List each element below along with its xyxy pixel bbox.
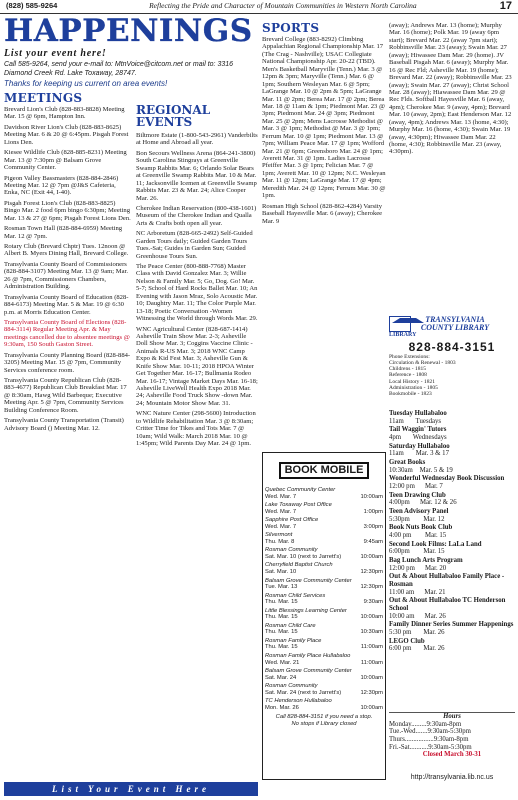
meeting-item: Transylvania County Board of Commissioners (828-884-3107) Meeting Mar. 13 @ 9am; Mar. 26 @ 7pm, Commissioners Chambers, Administration Building.: [4, 260, 129, 291]
stop-date: Wed. Mar. 7: [265, 523, 297, 530]
schedule-time: 12:00 pm Mar. 7: [389, 483, 443, 491]
stop-date: Wed. Mar. 7: [265, 508, 297, 515]
schedule-item: [389, 638, 515, 653]
stop-location: Rosman Community: [265, 547, 318, 554]
stop-date: Thu. Mar. 15: [265, 614, 298, 621]
ext-item: Circulation & Renewal - 1803: [389, 360, 456, 367]
meeting-item: Brevard Lion's Club (828-883-8828) Meeting Mar. 15 @ 6pm, Hampton Inn.: [4, 106, 125, 121]
schedule-title: Out & About Hullabaloo TC Henderson School: [389, 597, 506, 613]
schedule-title: Saturday Hullabaloo: [389, 442, 450, 450]
stop-date: Thu. Mar. 15: [265, 629, 298, 636]
stop-row: [265, 554, 383, 561]
schedule-time: 11:00 am Mar. 21: [389, 588, 446, 596]
stop-location: Sapphire Post Office: [265, 517, 319, 524]
hours-item: Monday.........9:30am-8pm: [389, 720, 462, 728]
sports-text: Brevard College (883-8292) Climbing Appalachian Regional Championship Mar. 17 (The Crag - Nashville); USAC Collegiate National Championship Apr. 20-22 (TBD). Men's Basketball Maryville (Tenn.) Mar. 3 @ 12pm & 3pm; Maryville (Tenn.) Mar. 6 @ 1pm; Southern Wesleyan Mar. 6 @ 5pm; LaGrange Mar. 10 @ 2pm & 5pm; LaGrange Mar. 11 @ 2pm; Berea Mar. 17 @ 2pm; Berea Mar. 18 @ 11am & 1pm; Piedmont Mar. 23 @ 3pm; Piedmont Mar. 24 @ 3pm; Piedmont Mar. 25 @ 2pm; Mens Lacrosse Methodist @ Mar. 3 @ 1pm; Methodist @ Mar. 3 @ 1pm; Ferrum Mar. 10 @ 1pm; Piedmont Mar. 13 @ 7pm; William Peace Mar. 17 @ 1pm; Wofford Mar. 21 @ 6pm; Greensboro Mar. 24 @ 1pm; Averett Mar. 31 @ 1pm. Ladies Lacrosse Pfeiffer Mar. 3 @ 1pm; Felician Mar. 7 @ 1pm; Averett Mar. 10 @ 12pm; N.C. Wesleyan Mar. 11 @ 12pm; LaGrange Mar. 17 @ 4pm; Meredith Mar. 24 @ 12pm; Ferrum Mar. 30 @ 1pm.: [262, 36, 386, 200]
regional-item: NC Arboretum (828-665-2492) Self-Guided Garden Tours daily; Guided Garden Tours Tues.-Sat; Guides in Garden Sun; Guided Greenhouse Tours Sun.: [136, 230, 253, 260]
contact-info: Call 585-9264, send your e-mail to: MtnVoice@citcom.net or mail to: 3316 Diamond Creek Rd. Lake Toxaway, 28747.: [4, 61, 234, 77]
stop-time: 10:00am: [360, 493, 383, 500]
stop-location: Rosman Child Care: [265, 622, 316, 629]
ext-item: Administration - 1805: [389, 384, 438, 391]
schedule-time: 4:00pm Mar. 12 & 26: [389, 499, 457, 507]
schedule-time: 4pm Wednesdays: [389, 434, 447, 442]
stop-time: 12:30pm: [360, 689, 383, 696]
regional-item: Biltmore Estate (1-800-543-2961) Vanderbilts at Home and Abroad all year.: [136, 132, 258, 147]
meeting-item: Transylvania County Board of Elections (828-884-3114) Regular Meeting Apr. & May meetings cancelled due to absentee meetings @ 9:30am, 150 South Gaston Street.: [4, 318, 130, 349]
stop-location: Rosman Community: [265, 683, 318, 690]
stop-row: [265, 660, 383, 667]
stop-location: Little Blessings Learning Center: [265, 607, 347, 614]
header-phone: (828) 585-9264: [6, 1, 58, 11]
schedule-item: [389, 524, 515, 539]
library-box: [389, 316, 515, 412]
library-schedule: [389, 410, 515, 750]
schedule-item: [389, 426, 515, 441]
schedule-title: Tuesday Hullabaloo: [389, 410, 447, 417]
rosman-sports: Rosman High School (828-862-4284) Varsity Baseball Hayesville Mar. 6 (away); Cherokee Mar. 9: [262, 202, 383, 225]
schedule-title: Bag Lunch Arts Program: [389, 557, 463, 565]
hours-item: Tue.-Wed.......9:30am-5:30pm: [389, 728, 471, 736]
stop-location: TC Henderson Hullabaloo: [265, 698, 332, 705]
schedule-time: 12:00 pm Mar. 20: [389, 564, 447, 572]
sports-column: [262, 22, 386, 452]
meeting-item: Pigeon Valley Bassmasters (828-884-2846) Meeting Mar. 12 @ 7pm @J&S Cafeteria, Enka, NC (Exit 44, I-40).: [4, 174, 119, 197]
schedule-title: LEGO Club: [389, 637, 425, 645]
stop-time: 10:30am: [360, 629, 383, 636]
stop-time: 10:00am: [360, 553, 383, 560]
schedule-title: Tail Waggin' Tutors: [389, 426, 447, 434]
hours-list: [389, 721, 515, 752]
meetings-heading: MEETINGS: [4, 92, 83, 105]
schedule-item: [389, 541, 515, 556]
ext-item: Reference - 1808: [389, 372, 427, 379]
stop-location: Balsam Grove Community Center: [265, 668, 352, 675]
stop-date: Wed. Mar. 21: [265, 659, 300, 666]
stop-row: [265, 705, 383, 712]
bookmobile-title: BOOK MOBILE: [279, 462, 370, 479]
stop-date: Sat. Mar. 24: [265, 674, 297, 681]
regional-item: The Peace Center (800-888-7768) Master Class with David Gonzalez Mar. 3; Willie Nelson & Family Mar. 5; Go, Dog. Go! Mar. 5-7; School of Hard Rocks Ballet Mar. 10; An Evening with Jason Mraz, Solo Acoustic Mar. 10; Daughtry Mar. 11; The Color Purple Mar. 13-18; Poetic Conversation -Women Witnessing the World through Words Mar. 29.: [136, 263, 258, 323]
stop-date: Tue. Mar. 13: [265, 584, 298, 591]
library-name: TRANSYLVANIA COUNTY LIBRARY: [420, 315, 490, 332]
sports-continued: [389, 22, 515, 314]
meeting-item: Transylvania County Transportation (Transit) Advisory Board () Meeting Mar. 12.: [4, 417, 124, 432]
meeting-item: Rotary Club (Brevard Chptr) Tues. 12noon @ Albert B. Myers Dining Hall, Brevard College.: [4, 243, 129, 258]
stop-location: Rosman Family Place Hullabaloo: [265, 653, 351, 660]
schedule-title: Teen Drawing Club: [389, 491, 446, 499]
stop-location: Silvermont: [265, 532, 293, 539]
schedule-time: 10:30am Mar. 5 & 19: [389, 466, 453, 474]
regional-column: [136, 132, 258, 780]
schedule-item: [389, 621, 515, 636]
schedule-item: [389, 410, 515, 425]
stop-time: 9:30am: [363, 599, 383, 606]
schedule-title: Second Look Films: LaLa Land: [389, 540, 482, 548]
stop-time: 10:00am: [360, 674, 383, 681]
stop-time: 11:00am: [360, 644, 383, 651]
schedule-time: 5:30pm Mar. 12: [389, 515, 445, 523]
stop-date: Mon. Mar. 26: [265, 704, 299, 711]
library-building-icon: [389, 316, 411, 332]
stop-time: 9:45am: [363, 538, 383, 545]
happenings-subtitle: List your event here!: [4, 48, 107, 59]
bookmobile-stops: [265, 487, 383, 711]
library-url[interactable]: http://transylvania.lib.nc.us: [410, 774, 494, 781]
schedule-title: Family Dinner Series Summer Happenings: [389, 621, 514, 629]
schedule-title: Wonderful Wednesday Book Discussion: [389, 475, 505, 483]
schedule-title: Great Books: [389, 459, 426, 467]
stop-row: [265, 629, 383, 636]
schedule-time: 6:00 pm Mar. 26: [389, 645, 445, 653]
regional-item: WNC Nature Center (298-5600) Introduction to Wildlife Rehabilitation Mar. 3 @ 8:30am; Critter Time for Tikes and Tots Mar. 7 @ 10am; Wild Walk: March 2018 Mar. 10 @ 1:45pm; Wild Parents Day Mar. 24 @ 1pm.: [136, 410, 256, 448]
stop-date: Thu. Mar. 15: [265, 599, 298, 606]
stop-row: [265, 509, 383, 516]
bookmobile-call: Call 828-884-3151 if you need a stop.: [275, 714, 373, 721]
stop-date: Thu. Mar. 15: [265, 644, 298, 651]
regional-item: Bon Secours Wellness Arena (864-241-3800) South Carolina Stingrays at Greenville Swamp Rabbits Mar. 6; Orlando Solar Bears at Greenville Swamp Rabbits Mar. 10 & Mar. 11; Jacksonville Icemen at Greenville Swamp Rabbits Mar. 23 & Mar. 24; Alice Cooper Mar. 26.: [136, 149, 257, 202]
bookmobile-box: [262, 452, 386, 780]
stop-location: Quebec Community Center: [265, 487, 336, 493]
stop-date: Wed. Mar. 7: [265, 493, 297, 500]
schedule-title: Teen Advisory Panel: [389, 508, 449, 516]
schedule-time: 5:30 pm Mar. 26: [389, 629, 445, 637]
stop-row: [265, 584, 383, 591]
schedule-title: Book Nuts Book Club: [389, 524, 453, 532]
ext-item: Bookmobile - 1823: [389, 390, 432, 397]
ext-item: Local History - 1821: [389, 378, 435, 385]
schedule-time: 11am Mar. 3 & 17: [389, 450, 449, 458]
happenings-banner: [4, 13, 258, 92]
stop-row: [265, 524, 383, 531]
stop-row: [265, 644, 383, 651]
schedule-item: [389, 459, 515, 474]
schedule-time: 11am Tuesdays: [389, 417, 442, 425]
meeting-item: Transylvania County Board of Education (828-884-6173) Meeting Mar. 5 & Mar. 19 @ 6:30 p.m. at Morris Education Center.: [4, 293, 129, 316]
stop-date: Sat. Mar. 10 (next to Jarrett's): [265, 553, 342, 560]
closed-notice: Closed March 30-31: [422, 751, 482, 759]
library-logo-text: LIBRARY: [389, 332, 417, 338]
page-number: 17: [499, 0, 512, 13]
stop-row: [265, 494, 383, 501]
hours-title: Hours: [443, 713, 461, 720]
stop-time: 12:30pm: [360, 584, 383, 591]
meetings-list: [4, 106, 132, 432]
list-event-bar: List Your Event Here: [4, 782, 258, 796]
stop-time: 10:00am: [360, 614, 383, 621]
ext-item: Childrens - 1815: [389, 366, 426, 373]
bookmobile-header: [265, 455, 383, 485]
library-phone: 828-884-3151: [408, 339, 496, 354]
schedule-list: [389, 410, 515, 653]
regional-list: [136, 132, 258, 448]
meeting-item: Pisgah Forest Lion's Club (828-883-8825) Bingo Mar. 2 food 6pm bingo 6:30pm; Meeting Mar. 13 & 27 @ 6pm; Pisgah Forest Lions Den.: [4, 199, 131, 222]
schedule-item: [389, 492, 515, 507]
happenings-title: HAPPENINGS: [4, 13, 253, 49]
stop-time: 10:00am: [360, 704, 383, 711]
schedule-title: Out & About Hullabaloo Family Place - Rosman: [389, 573, 505, 589]
header-tagline: Reflecting the Pride and Character of Mountain Communities in Western North Carolina: [149, 1, 417, 11]
meeting-item: Transylvania County Republican Club (828-883-4677) Republican Club Breakfast Mar. 17 @ 8:30am, Hawg Wild Barbeque; Executive Meeting Apr. 5 @ 7pm, Community Services Building Conference Room.: [4, 377, 127, 414]
meeting-item: Davidson River Lion's Club (828-883-8625) Meeting Mar. 6 & 20 @ 6:45pm. Pisgah Forest Lions Den.: [4, 123, 129, 146]
schedule-item: [389, 557, 515, 572]
bookmobile-footer: [265, 714, 383, 727]
schedule-time: 4:00 pm Mar. 15: [389, 532, 447, 540]
stop-row: [265, 690, 383, 697]
stop-location: Rosman Child Services: [265, 592, 326, 599]
stop-time: 1:00pm: [363, 508, 383, 515]
library-ext-title: Phone Extensions:: [389, 354, 430, 361]
schedule-item: [389, 573, 515, 596]
schedule-item: [389, 443, 515, 458]
schedule-item: [389, 597, 515, 620]
stop-row: [265, 539, 383, 546]
stop-date: Sat. Mar. 24 (next to Jarrett's): [265, 689, 342, 696]
schedule-item: [389, 475, 515, 490]
library-ext-list: [389, 360, 515, 396]
library-contact: [389, 774, 515, 782]
stop-date: Thu. Mar. 8: [265, 538, 295, 545]
sports-continued-text: (away); Andrews Mar. 13 (home); Murphy Mar. 16 (home); Polk Mar. 19 (away 6pm start); Brevard Mar. 22 (away 7pm start); Robbinsville Mar. 23 (away); Swain Mar. 27 (away); Hiwassee Dam Mar. 29 (home). JV Baseball Pisgah Mar. 6 (away); Murphy Mar. 16 @ Rec Fld; Asheville Mar. 19 (home); Brevard Mar. 22 (away); Robbinsville Mar. 23 (away); Swain Mar. 27 (away); Christ School Mar. 28 (away); Hiawassee Dam Mar. 29 @ Rec Flds. Softball Hayesville Mar. 6 (away, 4pm); Cherokee Mar. 9 (away, 4pm); Brevard Mar. 10 (away, 2pm); East Henderson Mar. 12 (away, 4pm); Andrews Mar. 13 (home, 4:30); Murphy Mar. 16 (home, 4:30); Swain Mar. 19 (away, 4:30pm); Hiwassee Dam Mar. 22 (home, 4:30); Robbinsville Mar. 23 (away, 4:30pm).: [389, 22, 512, 156]
schedule-time: 10:00 am Mar. 26: [389, 612, 446, 620]
regional-item: Cherokee Indian Reservation (800-438-1601) Museum of the Cherokee Indian and Qualla Arts & Crafts both open all year.: [136, 204, 257, 227]
stop-row: [265, 675, 383, 682]
regional-heading: REGIONAL EVENTS: [136, 103, 211, 129]
stop-location: Balsam Grove Community Center: [265, 577, 352, 584]
meeting-item: Rosman Town Hall (828-884-6959) Meeting Mar. 12 @ 7pm.: [4, 225, 123, 240]
stop-time: 11:00am: [360, 659, 383, 666]
stop-location: Cherryfield Baptist Church: [265, 562, 333, 569]
meeting-item: Transylvania County Planning Board (828-884-3205) Meeting Mar. 15 @ 7pm, Community Services conference room.: [4, 351, 131, 374]
bookmobile-closed: No stops if Library closed: [291, 720, 357, 727]
meeting-item: Kiesee Wildlife Club (828-885-8231) Meeting Mar. 13 @ 7:30pm @ Balsam Grove Community Center.: [4, 149, 127, 172]
schedule-time: 6:00pm Mar. 15: [389, 548, 445, 556]
sports-heading: SPORTS: [262, 22, 320, 35]
stop-date: Sat. Mar. 10: [265, 569, 297, 576]
stop-time: 12:30pm: [360, 569, 383, 576]
stop-time: 3:00pm: [363, 523, 383, 530]
hours-item: Fri.-Sat...........9:30am-5:30pm: [389, 743, 472, 751]
library-hours: [389, 712, 515, 774]
stop-row: [265, 569, 383, 576]
hours-item: Thurs.................9:30am-8pm: [389, 736, 469, 744]
page-header: [0, 0, 518, 14]
stop-location: Rosman Family Place: [265, 637, 322, 644]
schedule-item: [389, 508, 515, 523]
thanks-line: Thanks for keeping us current on area events!: [4, 79, 168, 89]
stop-row: [265, 614, 383, 621]
stop-row: [265, 599, 383, 606]
meetings-column: [4, 92, 132, 780]
stop-location: Lake Toxaway Post Office: [265, 502, 332, 509]
regional-item: WNC Agricultural Center (828-687-1414) Asheville Train Show Mar. 2-3; Asheville Doll Show Mar. 3; Coggins Vaccine Clinic - Animals R-US Mar. 3; 2018 WNC Camp Expo & Kid Fest Mar. 3; Asheville Gun & Knife Show Mar. 10-11; 2018 HPOA Winter Get Together Mar. 16-17; Bullmania Rodeo Mar. 16-17; Vintage Market Days Mar. 16-18; Asheville LiveWell Health Expo 2018 Mar. 24; Asheville Food Truck Show -down Mar. 24; Mountain Motor Show Mar. 31.: [136, 325, 258, 407]
